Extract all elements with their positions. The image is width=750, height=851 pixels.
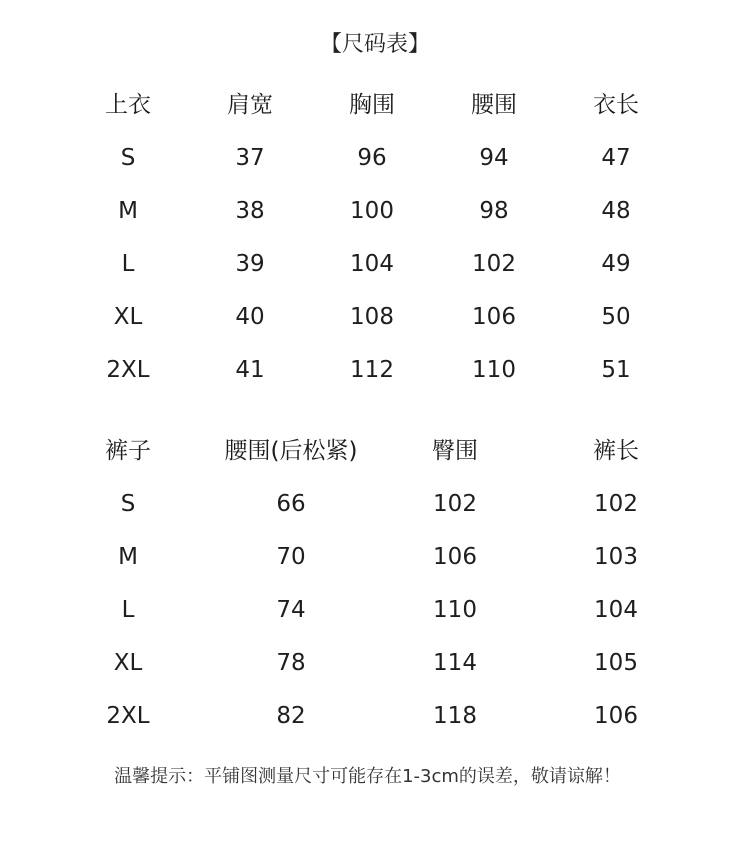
length-value: 50 — [601, 304, 631, 330]
hip-value: 102 — [433, 491, 477, 517]
shoulder-value: 40 — [235, 304, 265, 330]
top-header-waist: 腰围 — [471, 92, 517, 118]
shoulder-value: 41 — [235, 357, 265, 383]
table-row — [0, 244, 750, 284]
hip-value: 106 — [433, 544, 477, 570]
pants-length-value: 103 — [594, 544, 638, 570]
chest-value: 104 — [350, 251, 394, 277]
table-row — [0, 590, 750, 630]
chest-value: 112 — [350, 357, 394, 383]
page-title: 【尺码表】 — [319, 32, 430, 57]
pants-length-value: 104 — [594, 597, 638, 623]
shoulder-value: 38 — [235, 198, 265, 224]
pants-header-hip: 臀围 — [432, 438, 478, 464]
table-row — [0, 350, 750, 390]
size-label: M — [118, 544, 138, 570]
waist-value: 110 — [472, 357, 516, 383]
table-row — [0, 138, 750, 178]
table-row — [0, 537, 750, 577]
waist-value: 82 — [276, 703, 306, 729]
waist-value: 102 — [472, 251, 516, 277]
pants-length-value: 106 — [594, 703, 638, 729]
size-label: 2XL — [106, 357, 150, 383]
waist-value: 74 — [276, 597, 306, 623]
table-row — [0, 191, 750, 231]
size-label: 2XL — [106, 703, 150, 729]
hip-value: 110 — [433, 597, 477, 623]
table-row — [0, 696, 750, 736]
size-label: M — [118, 198, 138, 224]
size-label: S — [120, 145, 136, 171]
shoulder-value: 37 — [235, 145, 265, 171]
size-label: XL — [113, 304, 143, 330]
length-value: 48 — [601, 198, 631, 224]
length-value: 51 — [601, 357, 631, 383]
top-header-category: 上衣 — [105, 92, 151, 118]
chest-value: 96 — [357, 145, 387, 171]
measurement-note: 温馨提示：平铺图测量尺寸可能存在1-3cm的误差，敬请谅解！ — [114, 766, 621, 787]
length-value: 47 — [601, 145, 631, 171]
hip-value: 118 — [433, 703, 477, 729]
table-row — [0, 484, 750, 524]
chest-value: 108 — [350, 304, 394, 330]
top-header-length: 衣长 — [593, 92, 639, 118]
waist-value: 66 — [276, 491, 306, 517]
waist-value: 94 — [479, 145, 509, 171]
shoulder-value: 39 — [235, 251, 265, 277]
waist-value: 106 — [472, 304, 516, 330]
waist-value: 98 — [479, 198, 509, 224]
pants-length-value: 105 — [594, 650, 638, 676]
pants-header-waist: 腰围(后松紧) — [224, 438, 358, 464]
size-label: XL — [113, 650, 143, 676]
top-table-header-row — [0, 85, 750, 125]
chest-value: 100 — [350, 198, 394, 224]
pants-table-header-row — [0, 431, 750, 471]
waist-value: 70 — [276, 544, 306, 570]
waist-value: 78 — [276, 650, 306, 676]
top-header-shoulder: 肩宽 — [227, 92, 273, 118]
size-label: S — [120, 491, 136, 517]
top-header-chest: 胸围 — [349, 92, 395, 118]
table-row — [0, 297, 750, 337]
pants-header-length: 裤长 — [593, 438, 639, 464]
pants-length-value: 102 — [594, 491, 638, 517]
pants-header-category: 裤子 — [105, 438, 151, 464]
size-label: L — [121, 597, 135, 623]
hip-value: 114 — [433, 650, 477, 676]
table-row — [0, 643, 750, 683]
length-value: 49 — [601, 251, 631, 277]
size-label: L — [121, 251, 135, 277]
